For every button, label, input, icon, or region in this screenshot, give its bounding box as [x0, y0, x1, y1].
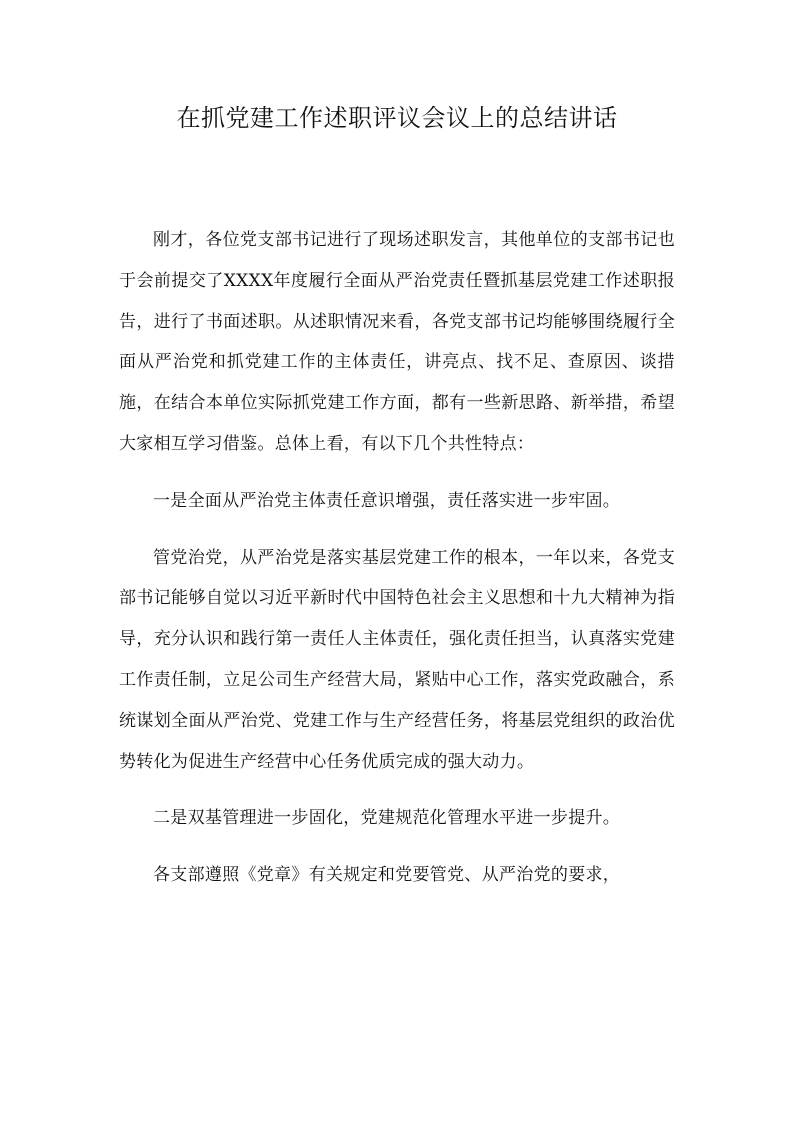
document-body [119, 220, 675, 896]
paragraph-point-one-heading: 一是全面从严治党主体责任意识增强，责任落实进一步牢固。 [153, 490, 621, 511]
paragraph-point-two-body: 各支部遵照《党章》有关规定和党要管党、从严治党的要求， [153, 865, 621, 886]
paragraph-opening: 刚才，各位党支部书记进行了现场述职发言，其他单位的支部书记也于会前提交了XXXX年度履行全面从严治党责任暨抓基层党建工作述职报告，进行了书面述职。从述职情况来看，各党支部书记均能够围绕履行全面从严治党和抓党建工作的主体责任，讲亮点、找不足、查原因、谈措施，在结合本单位实际抓党建工作方面，都有一些新思路、新举措，希望大家相互学习借鉴。总体上看，有以下几个共性特点： [119, 230, 675, 454]
paragraph-point-two-heading: 二是双基管理进一步固化，党建规范化管理水平进一步提升。 [153, 808, 621, 829]
document-title: 在抓党建工作述职评议会议上的总结讲话 [176, 104, 618, 132]
paragraph-point-one-body: 管党治党，从严治党是落实基层党建工作的根本，一年以来，各党支部书记能够自觉以习近平新时代中国特色社会主义思想和十九大精神为指导，充分认识和践行第一责任人主体责任，强化责任担当，认真落实党建工作责任制，立足公司生产经营大局，紧贴中心工作，落实党政融合，系统谋划全面从严治党、党建工作与生产经营任务，将基层党组织的政治优势转化为促进生产经营中心任务优质完成的强大动力。 [119, 547, 675, 772]
